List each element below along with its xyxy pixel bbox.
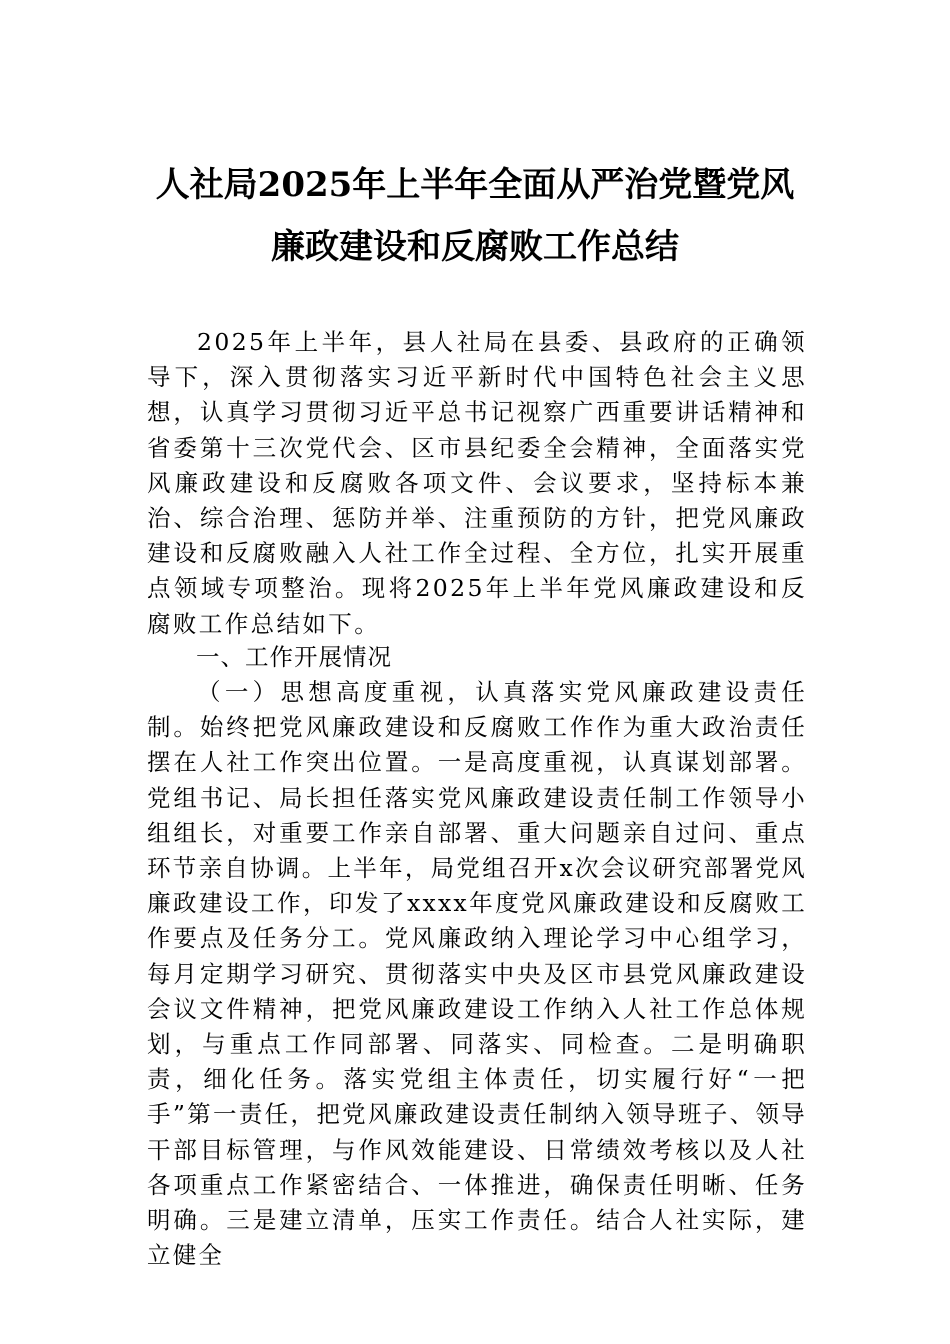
document-title-line-2: 廉政建设和反腐败工作总结 bbox=[271, 227, 679, 267]
section-paragraph: （一）思想高度重视，认真落实党风廉政建设责任制。始终把党风廉政建设和反腐败工作作为重大政治责任摆在人社工作突出位置。一是高度重视，认真谋划部署。党组书记、局长担任落实党风廉政建设责任制工作领导小组组长，对重要工作亲自部署、重大问题亲自过问、重点环节亲自协调。上半年，局党组召开x次会议研究部署党风廉政建设工作，印发了xxxx年度党风廉政建设和反腐败工作要点及任务分工。党风廉政纳入理论学习中心组学习，每月定期学习研究、贯彻落实中央及区市县党风廉政建设会议文件精神，把党风廉政建设工作纳入人社工作总体规划，与重点工作同部署、同落实、同检查。二是明确职责，细化任务。落实党组主体责任，切实履行好“一把手”第一责任，把党风廉政建设责任制纳入领导班子、领导干部目标管理，与作风效能建设、日常绩效考核以及人社各项重点工作紧密结合、一体推进，确保责任明晰、任务明确。三是建立清单，压实工作责任。结合人社实际，建立健全 bbox=[147, 678, 807, 1270]
intro-paragraph: 2025年上半年，县人社局在县委、县政府的正确领导下，深入贯彻落实习近平新时代中国特色社会主义思想，认真学习贯彻习近平总书记视察广西重要讲话精神和省委第十三次党代会、区市县纪委全会精神，全面落实党风廉政建设和反腐败各项文件、会议要求，坚持标本兼治、综合治理、惩防并举、注重预防的方针，把党风廉政建设和反腐败融入人社工作全过程、全方位，扎实开展重点领域专项整治。现将2025年上半年党风廉政建设和反腐败工作总结如下。 bbox=[147, 328, 807, 638]
section-heading: 一、工作开展情况 bbox=[196, 643, 392, 671]
document-title-line-1: 人社局2025年上半年全面从严治党暨党风 bbox=[155, 165, 795, 205]
